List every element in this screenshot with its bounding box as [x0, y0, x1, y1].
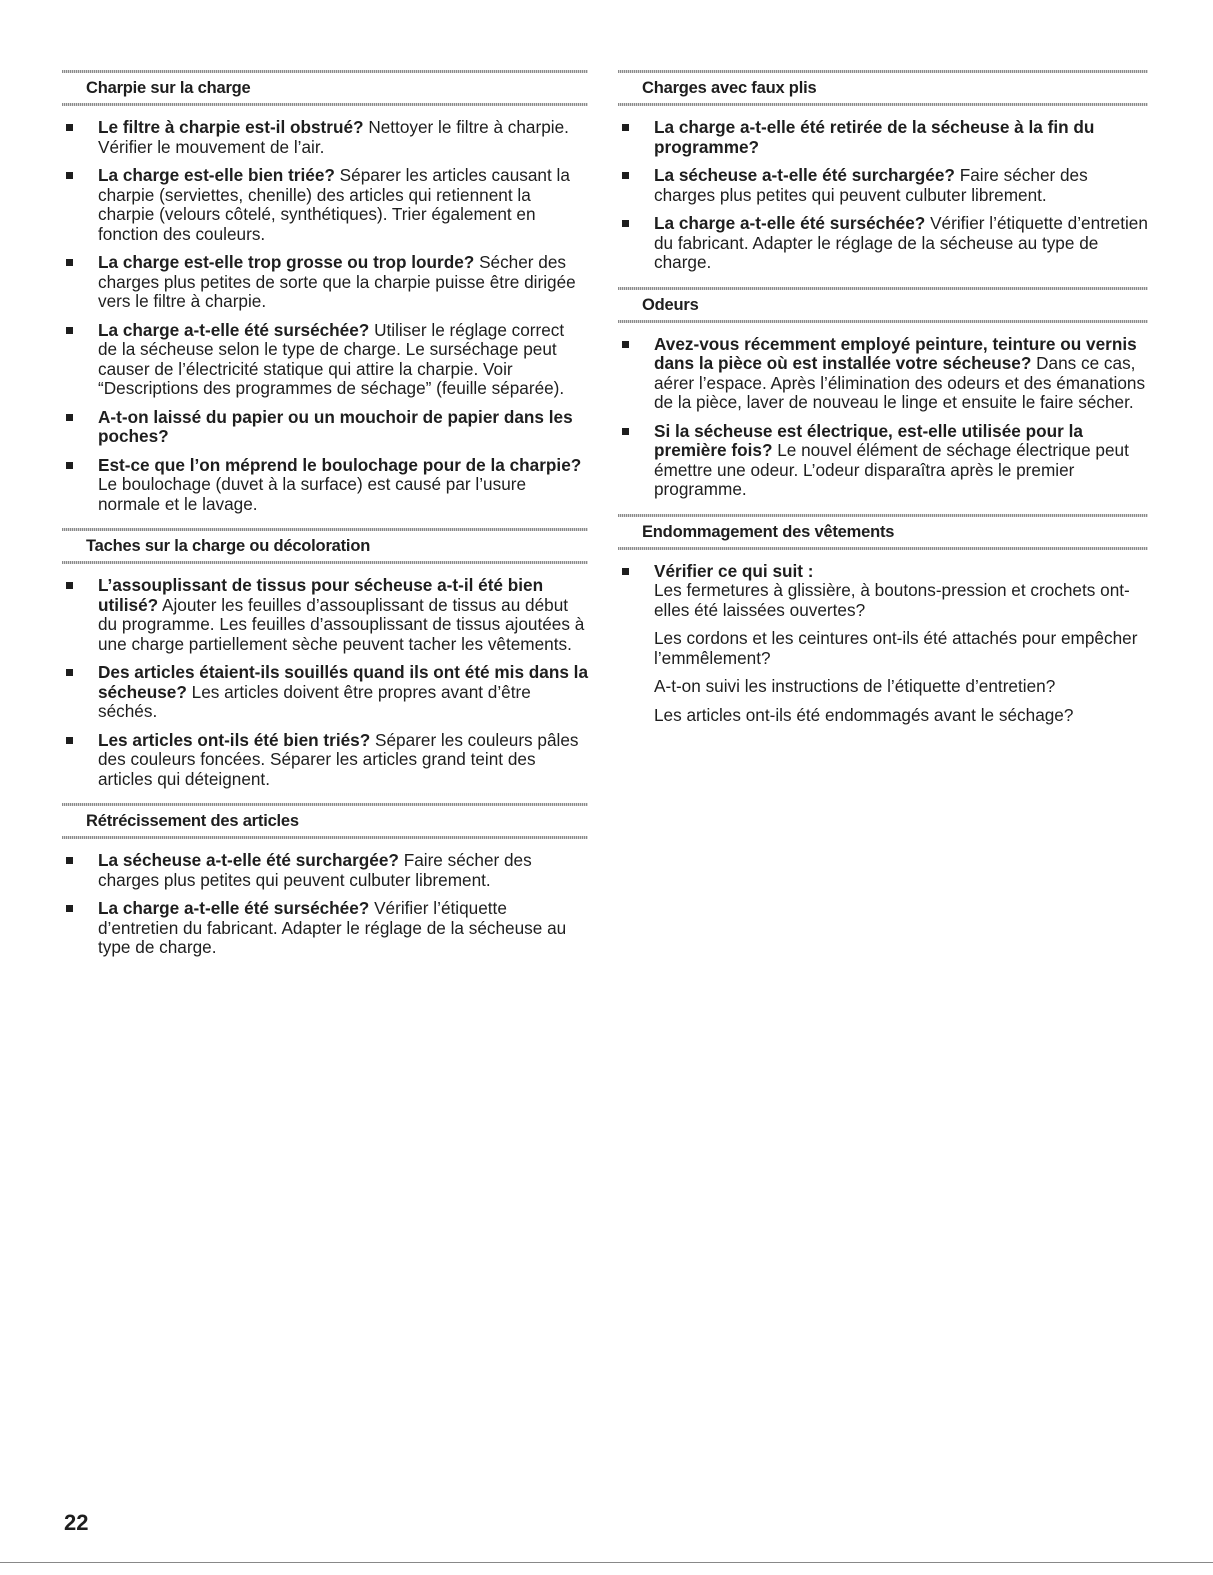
list-item — [62, 663, 588, 722]
item-answer: Séparer les articles causant la charpie (serviettes, chenille) des articles qui retiennent la charpie (velours côtelé, synthétiques). Trier également en fonction des couleurs. — [98, 165, 570, 244]
item-answer: Séparer les couleurs pâles des couleurs foncées. Séparer les articles grand teint des articles qui déteignent. — [98, 729, 579, 789]
check-paragraph: Les articles ont-ils été endommagés avant le séchage? — [654, 704, 1074, 725]
item-question: La sécheuse a-t-elle été surchargée? — [98, 850, 399, 870]
check-paragraph: A-t-on suivi les instructions de l’étiquette d’entretien? — [654, 676, 1056, 696]
item-list — [618, 335, 1148, 500]
section-endommagement — [618, 514, 1148, 726]
list-item — [62, 321, 588, 399]
item-list — [62, 851, 588, 958]
item-question: La charge a-t-elle été surséchée? — [98, 319, 370, 340]
section-odeurs — [618, 287, 1148, 500]
section-faux-plis — [618, 70, 1148, 273]
list-item — [618, 422, 1148, 500]
section-header — [62, 70, 588, 106]
item-question: La charge a-t-elle été surséchée? — [654, 213, 926, 233]
item-question: Si la sécheuse est électrique, est-elle utilisée pour la première fois? — [654, 420, 1083, 460]
list-item — [62, 408, 588, 447]
section-header — [62, 528, 588, 564]
item-question: La charge a-t-elle été retirée de la sécheuse à la fin du programme? — [654, 117, 1095, 157]
section-header — [618, 514, 1148, 550]
section-header — [62, 803, 588, 839]
list-item — [618, 214, 1148, 273]
list-item — [618, 562, 1148, 621]
list-item — [618, 118, 1148, 157]
section-charpie — [62, 70, 588, 514]
list-item — [62, 456, 588, 515]
item-question: Les articles ont-ils été bien triés? — [98, 729, 371, 750]
section-taches — [62, 528, 588, 789]
list-item — [62, 851, 588, 890]
item-answer: Les articles doivent être propres avant d’être séchés. — [98, 681, 531, 721]
section-title: Odeurs — [642, 295, 699, 314]
item-question: La charge est-elle bien triée? — [98, 165, 335, 185]
section-title: Charges avec faux plis — [642, 79, 817, 97]
page-number: 22 — [64, 1510, 89, 1535]
section-header — [618, 70, 1148, 106]
item-answer: Dans ce cas, aérer l’espace. Après l’élimination des odeurs et des émanations de la pièce, laver de nouveau le linge et ensuite le faire sécher. — [654, 353, 1146, 412]
item-answer: Faire sécher des charges plus petites qui peuvent culbuter librement. — [654, 165, 1088, 205]
list-item — [62, 166, 588, 244]
list-item — [62, 731, 588, 790]
item-answer: Faire sécher des charges plus petites qui peuvent culbuter librement. — [98, 850, 532, 890]
section-title: Endommagement des vêtements — [642, 522, 895, 541]
section-title: Charpie sur la charge — [86, 79, 251, 97]
item-question: Est-ce que l’on méprend le boulochage pour de la charpie? — [98, 454, 582, 475]
item-answer: Le nouvel élément de séchage électrique peut émettre une odeur. L’odeur disparaîtra après le premier programme. — [654, 440, 1129, 499]
list-item — [62, 253, 588, 312]
list-item — [618, 166, 1148, 205]
item-answer: Ajouter les feuilles d’assouplissant de tissus au début du programme. Les feuilles d’assouplissant de tissus ajoutées à une charge partiellement sèche peuvent tacher les vêtements. — [98, 594, 585, 654]
item-question: La charge a-t-elle été surséchée? — [98, 898, 370, 918]
check-first-line: Les fermetures à glissière, à boutons-pression et crochets ont-elles été laissées ouvertes? — [654, 580, 1130, 620]
section-title: Rétrécissement des articles — [86, 812, 299, 830]
item-question: La charge est-elle trop grosse ou trop lourde? — [98, 252, 475, 272]
list-item — [62, 576, 588, 654]
item-list — [618, 562, 1148, 621]
right-column — [618, 70, 1148, 739]
section-title: Taches sur la charge ou décoloration — [86, 537, 371, 555]
item-answer: Vérifier l’étiquette d’entretien du fabricant. Adapter le réglage de la sécheuse au type de charge. — [98, 898, 567, 957]
section-retrecissement — [62, 803, 588, 958]
item-answer: Utiliser le réglage correct de la sécheuse selon le type de charge. Le surséchage peut causer de l’électricité statique qui attire la charpie. Voir “Descriptions des programmes de séchage” (feuille séparée). — [98, 319, 565, 398]
item-list — [618, 118, 1148, 273]
check-paragraph: Les cordons et les ceintures ont-ils été attachés pour empêcher l’emmêlement? — [654, 628, 1138, 668]
item-answer: Le boulochage (duvet à la surface) est causé par l’usure normale et le lavage. — [98, 474, 527, 514]
item-question: Des articles étaient-ils souillés quand ils ont été mis dans la sécheuse? — [98, 662, 589, 702]
list-item — [62, 118, 588, 157]
item-question: La sécheuse a-t-elle été surchargée? — [654, 165, 955, 185]
item-list — [62, 118, 588, 514]
item-answer: Sécher des charges plus petites de sorte que la charpie puisse être dirigée vers le filtre à charpie. — [98, 252, 576, 311]
left-column — [62, 70, 588, 972]
list-item — [618, 335, 1148, 413]
item-answer: Nettoyer le filtre à charpie. Vérifier le mouvement de l’air. — [98, 117, 569, 157]
item-answer: Vérifier l’étiquette d’entretien du fabricant. Adapter le réglage de la sécheuse au type de charge. — [654, 213, 1148, 272]
item-question: A-t-on laissé du papier ou un mouchoir de papier dans les poches? — [98, 406, 573, 446]
list-item — [62, 899, 588, 958]
item-question: L’assouplissant de tissus pour sécheuse a-t-il été bien utilisé? — [98, 575, 544, 615]
check-label: Vérifier ce qui suit : — [654, 560, 814, 581]
item-question: Avez-vous récemment employé peinture, teinture ou vernis dans la pièce où est installée votre sécheuse? — [654, 333, 1137, 373]
bottom-divider — [0, 1562, 1213, 1563]
item-list — [62, 576, 588, 789]
item-question: Le filtre à charpie est-il obstrué? — [98, 117, 364, 137]
section-header — [618, 287, 1148, 323]
